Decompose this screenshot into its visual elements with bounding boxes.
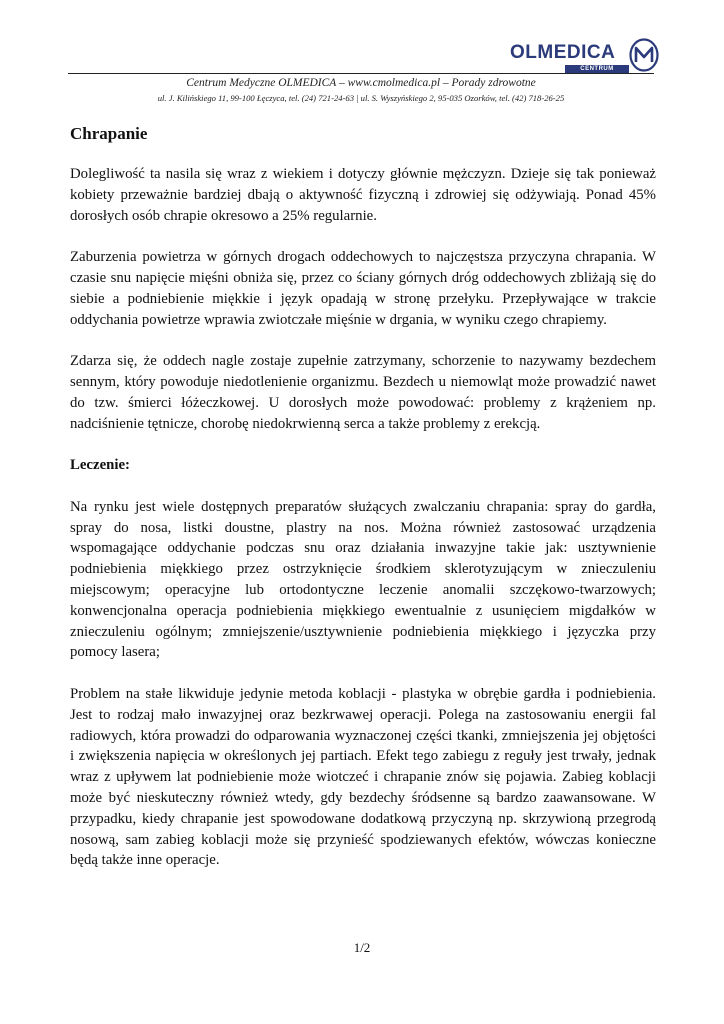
- article-body: [70, 164, 656, 892]
- paragraph-intro: Dolegliwość ta nasila się wraz z wiekiem i dotyczy głównie mężczyzn. Dzieje się tak ponieważ kobiety przeważnie bardziej dbają o aktywność fizyczną i zdrowiej się odżywiają. Ponad 45% dorosłych osób chrapie okresowo a 25% regularnie.: [70, 166, 656, 224]
- paragraph-causes: Zaburzenia powietrza w górnych drogach oddechowych to najczęstsza przyczyna chrapania. W czasie snu napięcie mięśni obniża się, przez co ściany górnych dróg oddechowych zbliżają się do siebie a podniebienie miękkie i język opadają w stronę przełyku. Przepływające w trakcie oddychania powietrze wprawia zwiotczałe mięśnie w drgania, w wyniku czego chrapiemy.: [70, 249, 656, 328]
- header-addresses: ul. J. Kilińskiego 11, 99-100 Łęczyca, tel. (24) 721-24-63 | ul. S. Wyszyńskiego 2, 95-035 Ozorków, tel. (42) 718-26-25: [157, 93, 565, 103]
- article-title: Chrapanie: [70, 124, 148, 143]
- paragraph-apnea: Zdarza się, że oddech nagle zostaje zupełnie zatrzymany, schorzenie to nazywamy bezdechem sennym, który powoduje niedotlenienie organizmu. Bezdech u niemowląt może prowadzić nawet do tzw. śmierci łóżeczkowej. U dorosłych może powodować: problemy z krążeniem np. nadciśnienie tętnicze, chorobę niedokrwienną serca a także problemy z erekcją.: [70, 353, 656, 432]
- logo-subtext: CENTRUM MEDYCZNE: [565, 65, 629, 73]
- page-number: 1/2: [353, 940, 371, 955]
- paragraph-treatments: Na rynku jest wiele dostępnych preparatów służących zwalczaniu chrapania: spray do gardła, spray do nosa, listki doustne, plastry na nos. Można również zastosować urządzenia wspomagające oddychanie podczas snu oraz działania inwazyjne takie jak: usztywnienie podniebienia miękkiego przez ostrzyknięcie środkiem sklerotyzującym w znieczuleniu miejscowym; operacyjne lub ortodontyczne leczenie anomalii szczękowo-twarzowych; konwencjonalna operacja podniebienia miękkiego ewentualnie z usunięciem migdałków w znieczuleniu ogólnym; zmniejszenie/usztywnienie podniebienia miękkiego i języczka przy pomocy lasera;: [70, 498, 656, 661]
- treatment-heading: Leczenie:: [70, 457, 130, 474]
- paragraph-coblation: Problem na stałe likwiduje jedynie metoda koblacji - plastyka w obrębie gardła i podniebienia. Jest to rodzaj mało inwazyjnej oraz bezkrwawej operacji. Polega na zastosowaniu energii fal radiowych, która prowadzi do odparowania wyznaczonej części tkanki, zmniejszenia jej objętości i zwiększenia napięcia w określonych jej partiach. Efekt tego zabiegu z reguły jest trwały, jednak wraz z upływem lat podniebienie może wiotczeć i chrapanie znów się pojawia. Zabieg koblacji może być nieskuteczny również wtedy, gdy bezdechy śródsenne są bardzo zaawansowane. W przypadku, kiedy chrapanie jest spowodowane dodatkową przyczyną np. skrzywioną przegrodą nosową, sam zabieg koblacji może się przynieść spodziewanych efektów, wówczas konieczne będą także inne operacje.: [70, 685, 656, 869]
- olmedica-logo: [510, 38, 660, 80]
- header-clinic-info: Centrum Medyczne OLMEDICA – www.cmolmedica.pl – Porady zdrowotne: [186, 77, 536, 89]
- header-divider: [68, 73, 654, 74]
- logo-text: OLMEDICA: [510, 42, 616, 63]
- logo-m-emblem-icon: [629, 38, 659, 72]
